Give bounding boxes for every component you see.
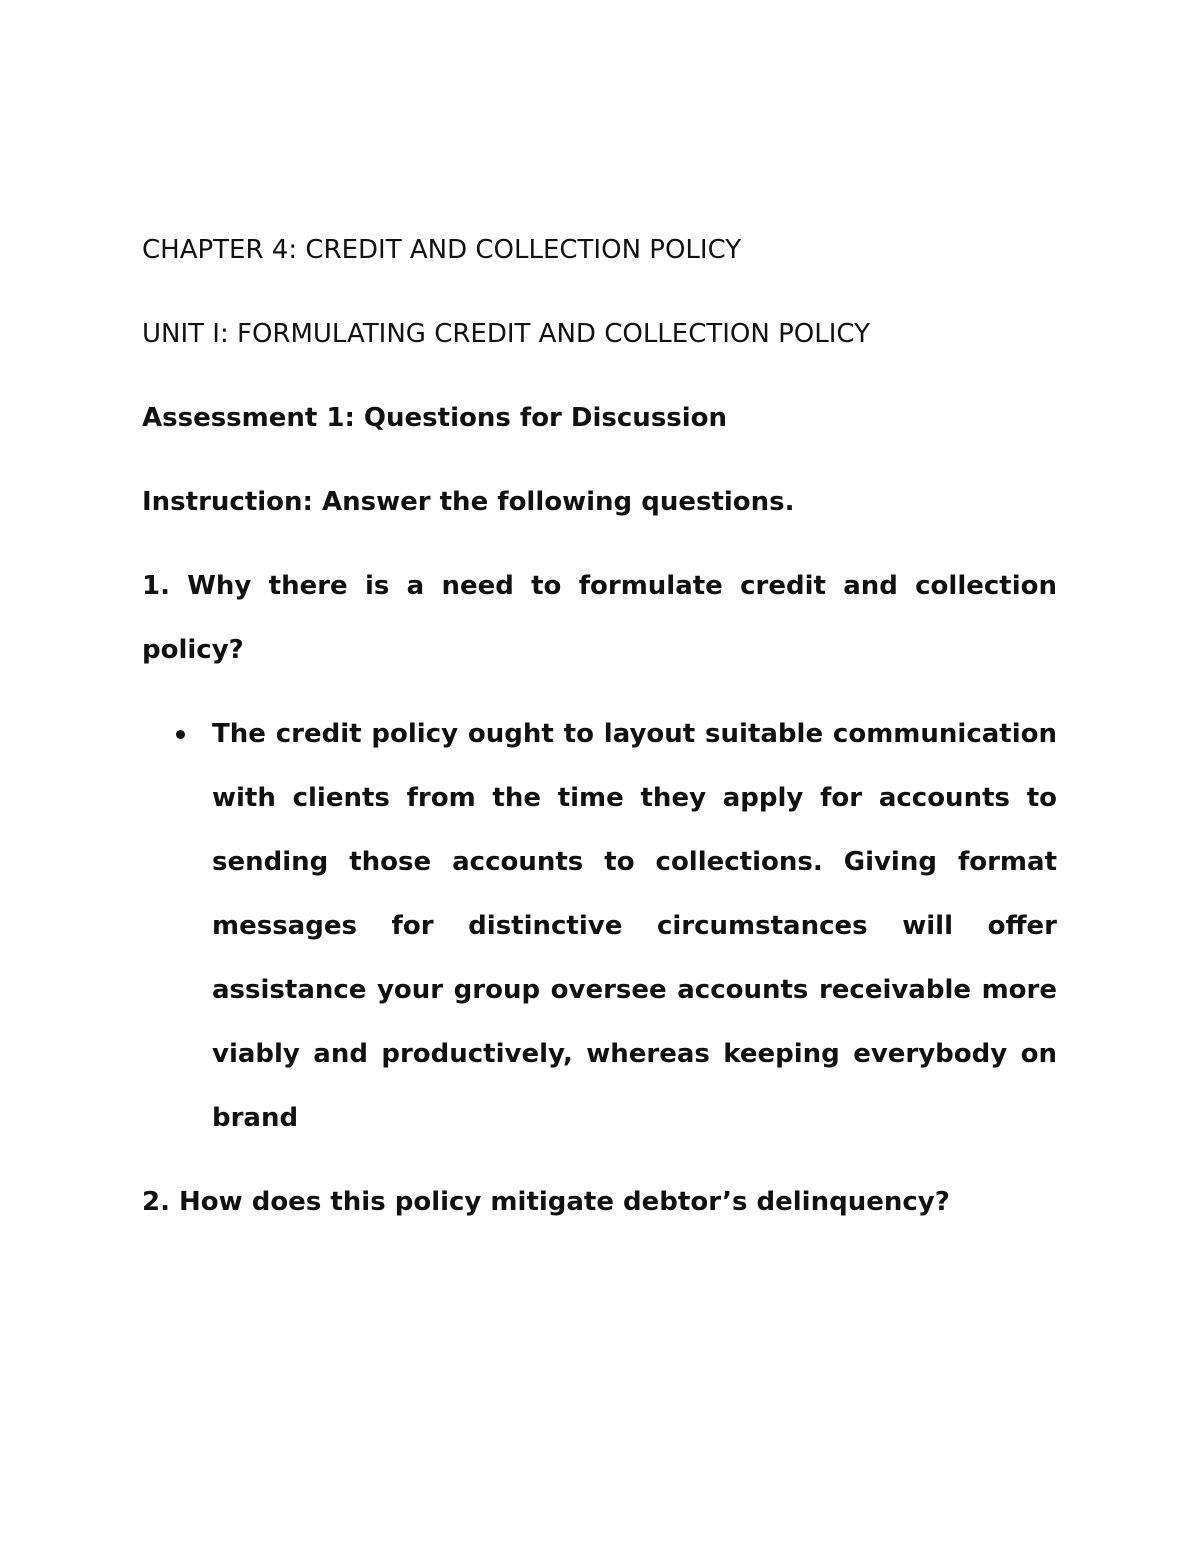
answer-text: The credit policy ought to layout suitable communication with clients from the time they apply for accounts to sending those accounts to collections. Giving format messages for distinctive circumstances will offer assistance your group oversee accounts receivable more viably and productively, whereas keeping everybody on brand	[212, 719, 1057, 1133]
unit-title: UNIT I: FORMULATING CREDIT AND COLLECTION POLICY	[142, 319, 870, 349]
bullet-icon	[176, 730, 185, 739]
instruction-text: Instruction: Answer the following questions.	[142, 487, 795, 517]
question-2: 2. How does this policy mitigate debtor’s delinquency?	[142, 1187, 950, 1217]
answer-item	[142, 702, 1057, 1150]
document-content	[142, 218, 1057, 1254]
assessment-title: Assessment 1: Questions for Discussion	[142, 403, 728, 433]
answer-list-1	[142, 702, 1057, 1150]
question-1: 1. Why there is a need to formulate credit and collection policy?	[142, 571, 1057, 665]
chapter-title: CHAPTER 4: CREDIT AND COLLECTION POLICY	[142, 235, 742, 265]
